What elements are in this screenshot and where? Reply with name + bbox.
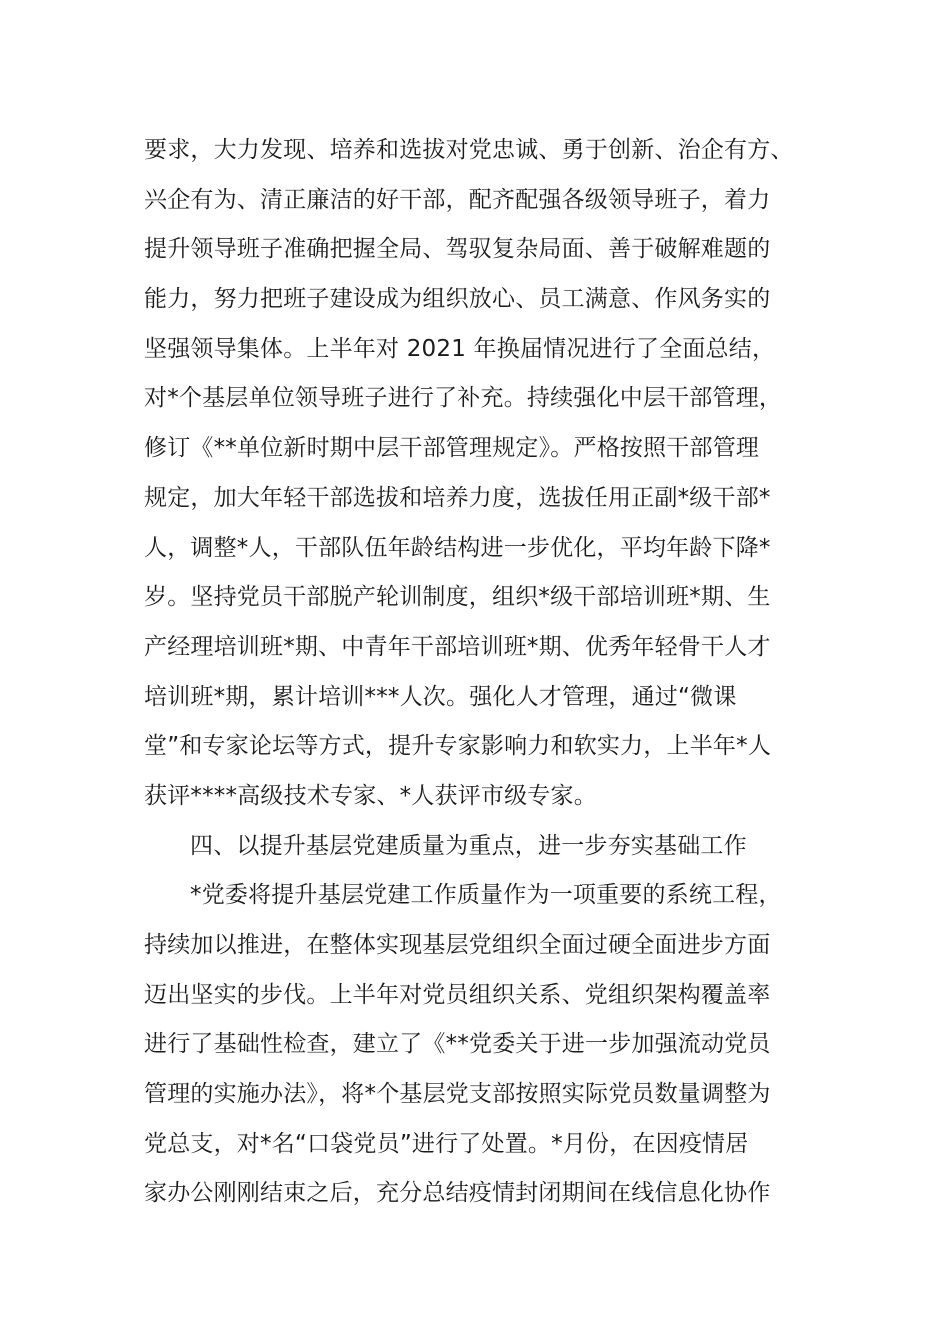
text-line: 管理的实施办法》，将*个基层党支部按照实际党员数量调整为 xyxy=(144,1081,771,1108)
paragraph-first-line: *党委将提升基层党建工作质量作为一项重要的系统工程， xyxy=(190,882,782,909)
text-line: 坚强领导集体。上半年对 2021 年换届情况进行了全面总结， xyxy=(144,335,776,362)
text-line: 对*个基层单位领导班子进行了补充。持续强化中层干部管理， xyxy=(144,385,783,412)
text-line: 进行了基础性检查，建立了《**党委关于进一步加强流动党员 xyxy=(144,1031,771,1058)
text-line: 规定，加大年轻干部选拔和培养力度，选拔任用正副*级干部* xyxy=(144,484,771,511)
body-text xyxy=(144,126,824,1219)
text-line: 人，调整*人，干部队伍年龄结构进一步优化，平均年龄下降* xyxy=(144,534,771,561)
section-heading: 四、以提升基层党建质量为重点，进一步夯实基础工作 xyxy=(190,832,747,859)
text-line: 家办公刚刚结束之后，充分总结疫情封闭期间在线信息化协作 xyxy=(144,1180,771,1207)
text-line: 堂”和专家论坛等方式，提升专家影响力和软实力，上半年*人 xyxy=(144,733,772,760)
text-line: 要求，大力发现、培养和选拔对党忠诚、勇于创新、治企有方、 xyxy=(144,137,794,163)
text-line: 提升领导班子准确把握全局、驾驭复杂局面、善于破解难题的 xyxy=(144,236,771,263)
text-line: 持续加以推进，在整体实现基层党组织全面过硬全面进步方面 xyxy=(144,932,771,958)
text-line: 兴企有为、清正廉洁的好干部，配齐配强各级领导班子，着力 xyxy=(144,186,771,213)
text-line: 培训班*期，累计培训***人次。强化人才管理，通过“微课 xyxy=(144,683,737,710)
text-line: 党总支，对*名“口袋党员”进行了处置。*月份，在因疫情居 xyxy=(144,1130,749,1157)
text-line: 获评****高级技术专家、*人获评市级专家。 xyxy=(144,782,597,809)
text-line: 岁。坚持党员干部脱产轮训制度，组织*级干部培训班*期、生 xyxy=(144,584,771,611)
text-line: 迈出坚实的步伐。上半年对党员组织关系、党组织架构覆盖率 xyxy=(144,981,771,1008)
text-line: 能力，努力把班子建设成为组织放心、员工满意、作风务实的 xyxy=(144,286,771,313)
text-line: 产经理培训班*期、中青年干部培训班*期、优秀年轻骨干人才 xyxy=(144,633,771,660)
text-line: 修订《**单位新时期中层干部管理规定》。严格按照干部管理 xyxy=(144,435,760,462)
